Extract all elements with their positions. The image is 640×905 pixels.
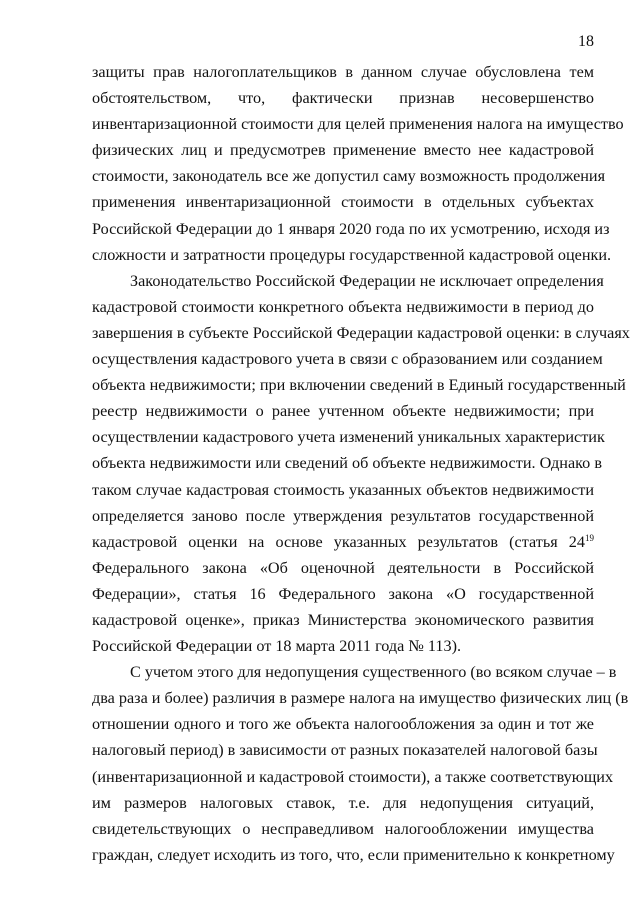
- line-text: кадастровой оценки на основе указанных результатов (статья 24: [92, 532, 585, 551]
- text-line: [92, 790, 594, 816]
- line-text: Российской Федерации до 1 января 2020 года по их усмотрению, исходя из: [92, 219, 610, 238]
- text-line: [92, 111, 624, 137]
- line-text: таком случае кадастровая стоимость указанных объектов недвижимости: [92, 480, 594, 499]
- text-line: [92, 398, 594, 424]
- text-line: [92, 163, 606, 189]
- line-text: сложности и затратности процедуры государственной кадастровой оценки.: [92, 245, 612, 264]
- text-line: [92, 216, 610, 242]
- text-line: [92, 842, 615, 868]
- text-line: [92, 242, 612, 268]
- text-line: [92, 529, 594, 555]
- text-line: [92, 659, 617, 685]
- text-line: [92, 372, 626, 398]
- line-text: инвентаризационной стоимости для целей применения налога на имущество: [92, 115, 624, 134]
- line-text: реестр недвижимости о ранее учтенном объекте недвижимости; при: [92, 402, 594, 421]
- text-line: [92, 633, 594, 659]
- line-text: стоимости, законодатель все же допустил саму возможность продолжения: [92, 167, 606, 186]
- line-text: обстоятельством, что, фактически признав несовершенство: [92, 89, 594, 108]
- footnote-superscript: 19: [585, 532, 594, 543]
- text-line: [92, 346, 603, 372]
- paragraph: [92, 659, 629, 868]
- text-line: [92, 268, 604, 294]
- line-text: Законодательство Российской Федерации не исключает определения: [130, 271, 604, 290]
- text-line: [92, 477, 594, 503]
- paragraph: [92, 268, 630, 659]
- text-line: [92, 555, 594, 581]
- line-text: осуществлении кадастрового учета изменений уникальных характеристик: [92, 428, 605, 447]
- text-line: [92, 320, 630, 346]
- text-line: [92, 59, 594, 85]
- text-line: [92, 503, 594, 529]
- text-line: [92, 137, 594, 163]
- text-line: [92, 424, 605, 450]
- line-text: отношении одного и того же объекта налогообложения за один и тот же: [92, 715, 594, 734]
- line-text: С учетом этого для недопущения существенного (во всяком случае – в: [130, 663, 617, 682]
- line-text: объекта недвижимости или сведений об объекте недвижимости. Однако в: [92, 454, 602, 473]
- text-line: [92, 294, 594, 320]
- line-text: два раза и более) различия в размере налога на имущество физических лиц (в: [92, 689, 629, 708]
- text-line: [92, 816, 594, 842]
- line-text: Федерации», статья 16 Федерального закона «О государственной: [92, 584, 594, 603]
- line-text: кадастровой стоимости конкретного объекта недвижимости в период до: [92, 297, 594, 316]
- text-line: [92, 85, 594, 111]
- text-line: [92, 737, 598, 763]
- line-text: завершения в субъекте Российской Федерации кадастровой оценки: в случаях: [92, 323, 630, 342]
- text-line: [92, 764, 614, 790]
- line-text: Российской Федерации от 18 марта 2011 года № 113).: [92, 637, 462, 656]
- paragraph: [92, 59, 624, 268]
- line-text: свидетельствующих о несправедливом налогообложении имущества: [92, 819, 594, 838]
- text-line: [92, 685, 629, 711]
- text-line: [92, 711, 594, 737]
- line-text: осуществления кадастрового учета в связи с образованием или созданием: [92, 350, 603, 369]
- page-number: 18: [578, 33, 594, 50]
- line-text: граждан, следует исходить из того, что, если применительно к конкретному: [92, 845, 615, 864]
- line-text: (инвентаризационной и кадастровой стоимости), а также соответствующих: [92, 767, 614, 786]
- line-text: применения инвентаризационной стоимости в отдельных субъектах: [92, 193, 594, 212]
- line-text: им размеров налоговых ставок, т.е. для недопущения ситуаций,: [92, 793, 594, 812]
- line-text: налоговый период) в зависимости от разных показателей налоговой базы: [92, 741, 598, 760]
- text-line: [92, 450, 602, 476]
- line-text: физических лиц и предусмотрев применение вместо нее кадастровой: [92, 141, 594, 160]
- document-body: [92, 59, 630, 868]
- line-text: защиты прав налогоплательщиков в данном случае обусловлена тем: [92, 63, 594, 81]
- text-line: [92, 581, 594, 607]
- text-line: [92, 189, 594, 215]
- line-text: объекта недвижимости; при включении сведений в Единый государственный: [92, 376, 626, 395]
- line-text: Федерального закона «Об оценочной деятельности в Российской: [92, 558, 594, 577]
- text-line: [92, 607, 594, 633]
- line-text: кадастровой оценке», приказ Министерства экономического развития: [92, 610, 594, 629]
- line-text: определяется заново после утверждения результатов государственной: [92, 506, 594, 525]
